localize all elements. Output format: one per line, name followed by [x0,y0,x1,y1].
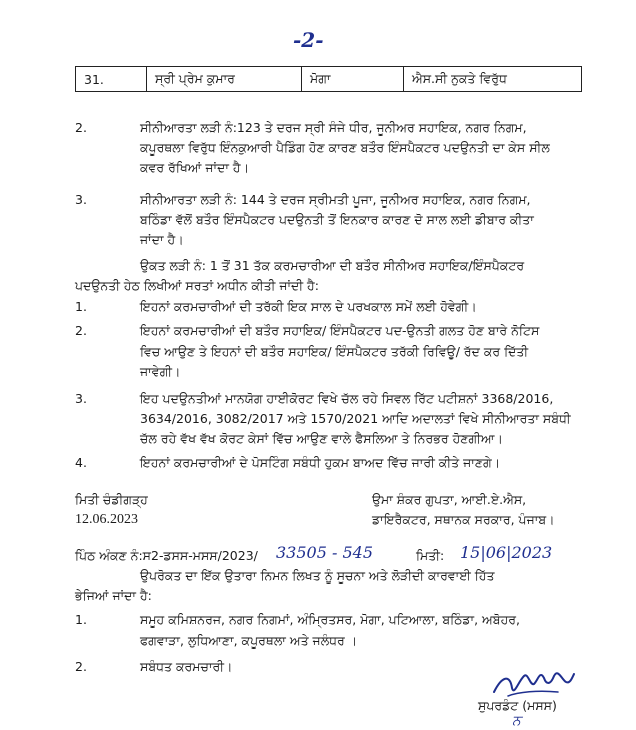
endorsement-handwritten-number: 33505 - 545 [276,543,374,562]
condition-3-line-3: ਚੱਲ ਰਹੇ ਵੱਖ ਵੱਖ ਕੋਰਟ ਕੇਸਾਂ ਵਿੱਚ ਆਉਣ ਵਾਲੇ ਫੈਸਲਿਆ ਤੇ ਨਿਰਭਰ ਹੋਣਗੀਆ। [140,431,503,446]
signatory-designation: ਡਾਇਰੈਕਟਰ, ਸਥਾਨਕ ਸਰਕਾਰ, ਪੰਜਾਬ। [372,512,555,527]
conditions-intro-line-2: ਪਦਉਨਤੀ ਹੇਠ ਲਿਖੀਆਂ ਸਰਤਾਂ ਅਧੀਨ ਕੀਤੀ ਜਾਂਦੀ ਹੈ: [75,278,319,293]
initial-mark: ਨ [512,713,521,729]
superintendent-designation: ਸੁਪਰਡੰਟ (ਮਸਸ) [478,698,557,713]
item-3-line-2: ਬਠਿੰਡਾ ਵੱਲੋਂ ਬਤੌਰ ਇੰਸਪੈਕਟਰ ਪਦਉਨਤੀ ਤੋਂ ਇਨਕਾਰ ਕਾਰਣ ਦੋ ਸਾਲ ਲਈ ਡੀਬਾਰ ਕੀਤਾ [140,212,534,227]
condition-3-line-1: ਇਹ ਪਦਉਨਤੀਆਂ ਮਾਨਯੋਗ ਹਾਈਕੋਰਟ ਵਿਖੇ ਚੱਲ ਰਹੇ ਸਿਵਲ ਰਿੱਟ ਪਟੀਸ਼ਨਾਂ 3368/2016, [140,391,554,406]
condition-4-line-1: ਇਹਨਾਂ ਕਰਮਚਾਰੀਆਂ ਦੇ ਪੋਸਟਿੰਗ ਸਬੰਧੀ ਹੁਕਮ ਬਾਅਦ ਵਿੱਚ ਜਾਰੀ ਕੀਤੇ ਜਾਣਗੇ। [140,455,501,470]
station: ਮੋਗਾ [302,67,404,92]
recipient-1-number: 1. [75,612,87,627]
endorsement-body-line-1: ਉਪਰੋਕਤ ਦਾ ਇੱਕ ਉਤਾਰਾ ਨਿਮਨ ਲਿਖਤ ਨੂੰ ਸੂਚਨਾ ਅਤੇ ਲੋੜੀਦੀ ਕਾਰਵਾਈ ਹਿੱਤ [140,568,495,583]
condition-2-number: 2. [75,323,87,338]
item-3-line-3: ਜਾਂਦਾ ਹੈ। [140,232,184,247]
remark: ਐਸ.ਸੀ ਨੁਕਤੇ ਵਿਰੁੱਧ [404,67,582,92]
item-3-line-1: ਸੀਨੀਆਰਤਾ ਲੜੀ ਨੰ: 144 ਤੇ ਦਰਜ ਸ੍ਰੀਮਤੀ ਪੂਜਾ, ਜੂਨੀਅਰ ਸਹਾਇਕ, ਨਗਰ ਨਿਗਮ, [140,192,531,207]
condition-4-number: 4. [75,455,87,470]
place-label: ਮਿਤੀ ਚੰਡੀਗੜ੍ਹ [75,492,148,507]
item-2-line-2: ਕਪੂਰਥਲਾ ਵਿਰੁੱਧ ਇੰਨਕੁਆਰੀ ਪੈਡਿੰਗ ਹੋਣ ਕਾਰਣ ਬਤੌਰ ਇੰਸਪੈਕਟਰ ਪਦਉਨਤੀ ਦਾ ਕੇਸ ਸੀਲ [140,140,550,155]
promotion-table [75,66,582,92]
employee-name: ਸ੍ਰੀ ਪ੍ਰੇਮ ਕੁਮਾਰ [147,67,302,92]
endorsement-number-prefix: ਪਿੰਠ ਅੰਕਣ ਨੰ:ਸ2-ਡਸਸ-ਮਸਸ/2023/ [75,548,258,563]
signatory-name: ਉਮਾ ਸ਼ੰਕਰ ਗੁਪਤਾ, ਆਈ.ਏ.ਐਸ, [372,492,527,507]
item-3-number: 3. [75,192,87,207]
condition-3-line-2: 3634/2016, 3082/2017 ਅਤੇ 1570/2021 ਆਦਿ ਅਦਾਲਤਾਂ ਵਿਖੇ ਸੀਨੀਆਰਤਾ ਸਬੰਧੀ [140,411,571,426]
item-2-line-1: ਸੀਨੀਆਰਤਾ ਲੜੀ ਨੰ:123 ਤੇ ਦਰਜ ਸ੍ਰੀ ਸੰਜੇ ਧੀਰ, ਜੂਨੀਅਰ ਸਹਾਇਕ, ਨਗਰ ਨਿਗਮ, [140,120,527,135]
item-2-number: 2. [75,120,87,135]
endorsement-handwritten-date: 15|06|2023 [460,543,553,562]
condition-2-line-3: ਜਾਵੇਗੀ। [140,364,181,379]
condition-3-number: 3. [75,391,87,406]
condition-1-line-1: ਇਹਨਾਂ ਕਰਮਚਾਰੀਆਂ ਦੀ ਤਰੱਕੀ ਇਕ ਸਾਲ ਦੇ ਪਰਖਕਾਲ ਸਮੇਂ ਲਈ ਹੋਵੇਗੀ। [140,299,477,314]
condition-2-line-2: ਵਿਚ ਆਉਣ ਤੇ ਇਹਨਾਂ ਦੀ ਬਤੌਰ ਸਹਾਇਕ/ ਇੰਸਪੈਕਟਰ ਤਰੱਕੀ ਰਿਵਿਊ/ ਰੱਦ ਕਰ ਦਿੱਤੀ [140,344,529,359]
conditions-intro-line-1: ਉਕਤ ਲੜੀ ਨੰ: 1 ਤੋਂ 31 ਤੱਕ ਕਰਮਚਾਰੀਆ ਦੀ ਬਤੌਰ ਸੀਨੀਅਰ ਸਹਾਇਕ/ਇੰਸਪੈਕਟਰ [140,258,525,273]
condition-2-line-1: ਇਹਨਾਂ ਕਰਮਚਾਰੀਆਂ ਦੀ ਬਤੌਰ ਸਹਾਇਕ/ ਇੰਸਪੈਕਟਰ ਪਦ-ਉਨਤੀ ਗਲਤ ਹੋਣ ਬਾਰੇ ਨੋਟਿਸ [140,323,540,338]
endorsement-body-line-2: ਭੇਜਿਆਂ ਜਾਂਦਾ ਹੈ: [75,588,152,603]
item-2-line-3: ਕਵਰ ਰੱਖਿਆਂ ਜਾਂਦਾ ਹੈ। [140,160,250,175]
condition-1-number: 1. [75,299,87,314]
recipient-2-line-1: ਸਬੰਧਤ ਕਰਮਚਾਰੀ। [140,659,233,674]
table-row [76,67,582,92]
issue-date: 12.06.2023 [75,512,138,527]
recipient-1-line-2: ਫਗਵਾੜਾ, ਲੁਧਿਆਣਾ, ਕਪੂਰਥਲਾ ਅਤੇ ਜਲੰਧਰ । [140,633,358,648]
page-number: -2- [293,28,324,52]
recipient-2-number: 2. [75,659,87,674]
row-number: 31. [76,67,147,92]
recipient-1-line-1: ਸਮੂਹ ਕਮਿਸ਼ਨਰਜ, ਨਗਰ ਨਿਗਮਾਂ, ਅੰਮ੍ਰਿਤਸਰ, ਮੋਗਾ, ਪਟਿਆਲਾ, ਬਠਿੰਡਾ, ਅਬੋਹਰ, [140,612,520,627]
endorsement-date-label: ਮਿਤੀ: [416,548,445,563]
